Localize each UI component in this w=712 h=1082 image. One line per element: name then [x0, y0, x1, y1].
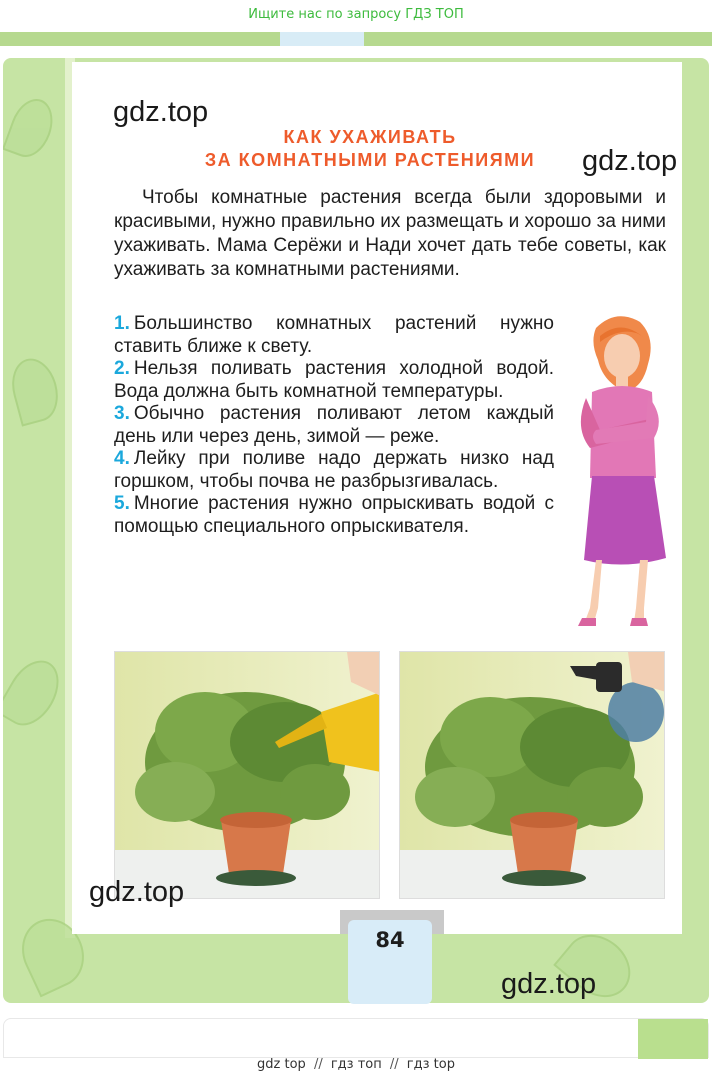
tip-text: Большинство комнатных растений нужно ставить ближе к свету.	[114, 313, 554, 357]
title-line-2: ЗА КОМНАТНЫМИ РАСТЕНИЯМИ	[204, 150, 536, 170]
footer-separator: //	[389, 1057, 399, 1072]
footer-link-3[interactable]: гдз top	[406, 1057, 455, 1072]
watermark: gdz.top	[89, 876, 185, 908]
title-line-1: КАК УХАЖИВАТЬ	[283, 127, 457, 147]
watering-plant-image	[115, 652, 380, 899]
top-banner	[0, 0, 712, 32]
footer-link-1[interactable]: gdz top	[257, 1057, 306, 1072]
tip-text: Лейку при поливе надо держать низко над горшком, чтобы почва не разбрызгивалась.	[114, 448, 554, 492]
photo-watering-plant	[114, 651, 380, 899]
tip-number: 5.	[114, 493, 130, 514]
watermark: gdz.top	[113, 96, 209, 128]
tip-number: 1.	[114, 313, 130, 334]
woman-illustration	[556, 308, 680, 628]
leaf-decoration	[3, 651, 69, 735]
previous-page-edge	[0, 32, 712, 46]
tip-text: Многие растения нужно опрыскивать водой с помощью специального опрыскивателя.	[114, 493, 554, 537]
tip-number: 4.	[114, 448, 130, 469]
page-title	[160, 126, 580, 172]
footer-separator: //	[313, 1057, 323, 1072]
tip-item	[114, 313, 554, 358]
watermark: gdz.top	[582, 145, 678, 177]
tip-item	[114, 493, 554, 538]
leaf-decoration	[5, 353, 64, 426]
next-page-edge	[3, 1018, 709, 1058]
tip-item	[114, 448, 554, 493]
watermark: gdz.top	[501, 968, 597, 1000]
previous-page-tab	[280, 32, 364, 46]
tip-number: 2.	[114, 358, 130, 379]
leaf-decoration	[3, 93, 60, 163]
tip-item	[114, 403, 554, 448]
page-number: 84	[375, 928, 405, 952]
tips-list	[114, 313, 554, 538]
intro-paragraph: Чтобы комнатные растения всегда были здоровыми и красивыми, нужно правильно их размещать и хорошо за ними ухаживать. Мама Серёжи и Нади хочет дать тебе советы, как ухаживать за комнатными растениями.	[114, 187, 666, 280]
tip-item	[114, 358, 554, 403]
tip-text: Обычно растения поливают летом каждый день или через день, зимой — реже.	[114, 403, 554, 447]
tip-text: Нельзя поливать растения холодной водой. Вода должна быть комнатной температуры.	[114, 358, 554, 402]
spraying-plant-image	[400, 652, 665, 899]
footer-link-2[interactable]: гдз топ	[330, 1057, 382, 1072]
footer-links	[0, 1057, 712, 1072]
photo-spraying-plant	[399, 651, 665, 899]
banner-text[interactable]: Ищите нас по запросу ГДЗ ТОП	[248, 7, 464, 22]
next-page-green-corner	[638, 1019, 708, 1059]
tip-number: 3.	[114, 403, 130, 424]
